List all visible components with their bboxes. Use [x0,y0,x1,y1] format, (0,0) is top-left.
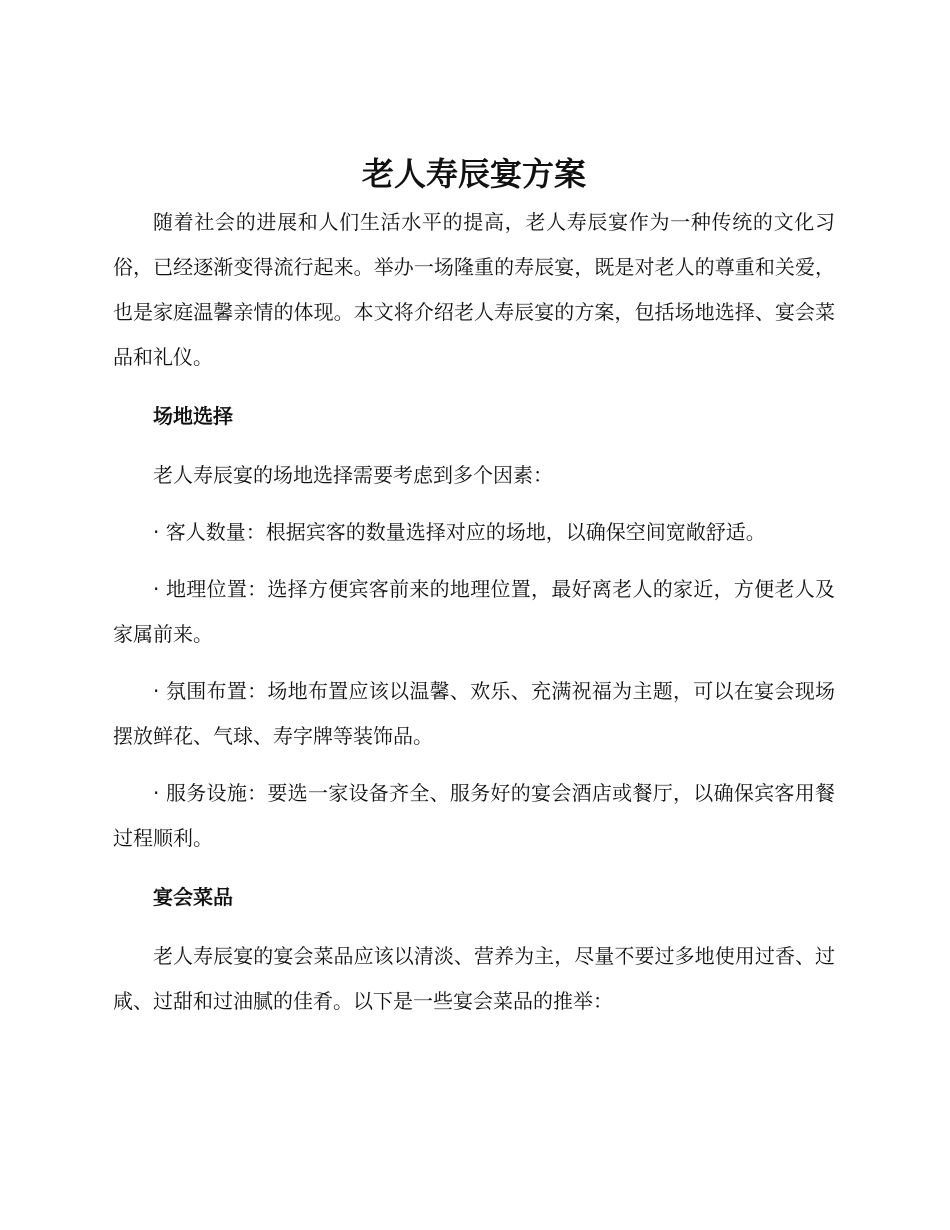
venue-bullet-guests: · 客人数量：根据宾客的数量选择对应的场地，以确保空间宽敞舒适。 [153,520,766,544]
document-title: 老人寿辰宴方案 [361,155,586,193]
section-heading-venue: 场地选择 [153,404,233,428]
section-heading-dishes: 宴会菜品 [153,885,233,909]
venue-bullet-facilities: · 服务设施：要选一家设备齐全、服务好的宴会酒店或餐厅，以确保宾客用餐过程顺利。 [113,781,835,850]
intro-paragraph: 随着社会的进展和人们生活水平的提高，老人寿辰宴作为一种传统的文化习俗，已经逐渐变得流行起来。举办一场隆重的寿辰宴，既是对老人的尊重和关爱，也是家庭温馨亲情的体现。本文将介绍老人寿辰宴的方案，包括场地选择、宴会菜品和礼仪。 [113,210,835,369]
dishes-intro-paragraph: 老人寿辰宴的宴会菜品应该以清淡、营养为主，尽量不要过多地使用过香、过咸、过甜和过油腻的佳肴。以下是一些宴会菜品的推举： [113,944,835,1013]
venue-bullet-atmosphere: · 氛围布置：场地布置应该以温馨、欢乐、充满祝福为主题，可以在宴会现场摆放鲜花、气球、寿字牌等装饰品。 [113,679,835,748]
venue-bullet-location: · 地理位置：选择方便宾客前来的地理位置，最好离老人的家近，方便老人及家属前来。 [113,577,835,646]
venue-intro-paragraph: 老人寿辰宴的场地选择需要考虑到多个因素： [153,463,553,487]
